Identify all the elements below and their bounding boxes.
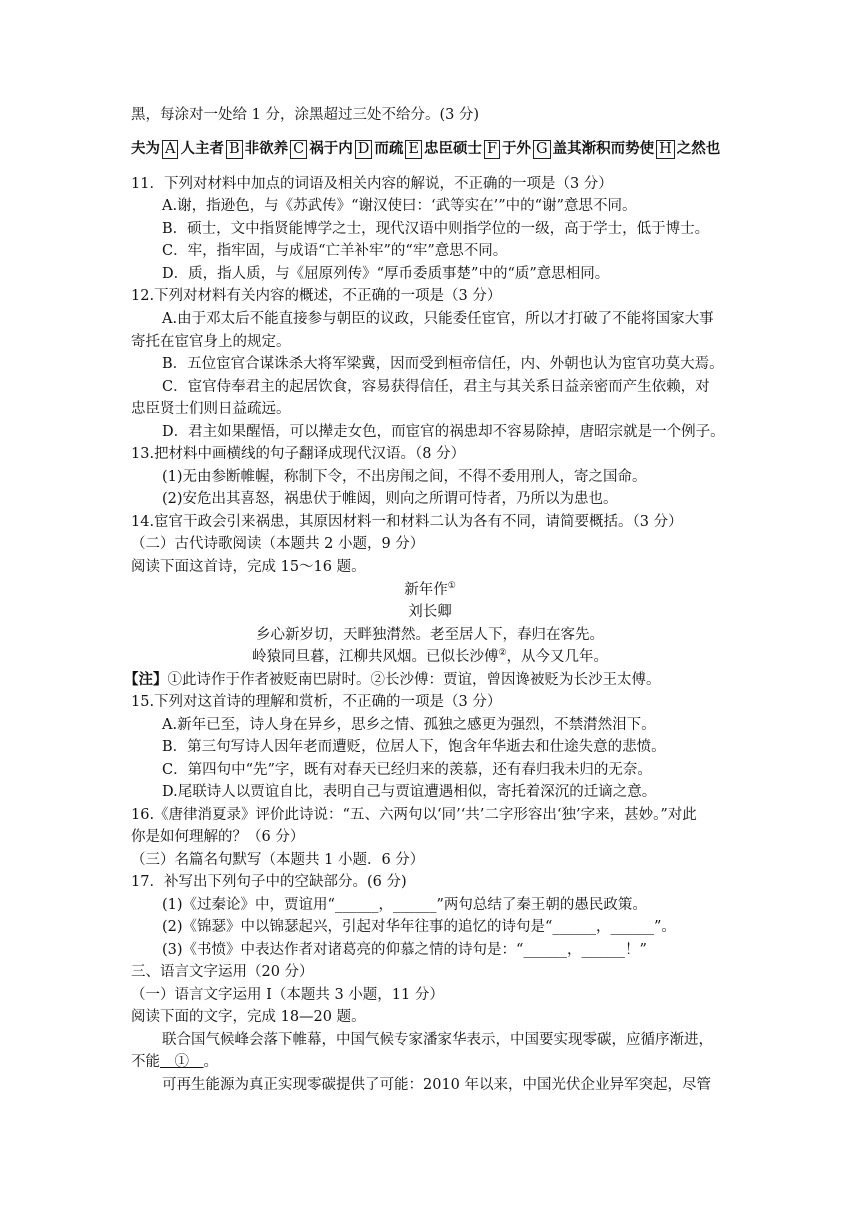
q10-sentence xyxy=(131,139,720,159)
answer-box-c[interactable]: C xyxy=(290,140,307,159)
option-11b: B．硕士，文中指贤能博学之士，现代汉语中则指学位的一级，高于学士，低于博士。 xyxy=(162,221,710,237)
question-17-part2: (2)《锦瑟》中以锦瑟起兴，引起对华年往事的追忆的诗句是“______，______”。 xyxy=(162,919,676,935)
answer-box-d[interactable]: D xyxy=(355,140,373,159)
passage-text: 联合国气候峰会落下帷幕，中国气候专家潘家华表示，中国要实现零碳，应循序渐进， xyxy=(162,1032,713,1048)
poem-line-text: ，从今又几年。 xyxy=(506,649,609,665)
passage-fragment: 。 xyxy=(203,1054,218,1070)
option-15a: A.新年已至，诗人身在异乡，思乡之情、孤独之感更为强烈，不禁潸然泪下。 xyxy=(162,717,656,733)
poem-title-text: 新年作 xyxy=(404,582,448,598)
question-16-cont: 你是如何理解的？（6 分） xyxy=(131,829,305,845)
answer-box-f[interactable]: F xyxy=(484,140,500,159)
passage-text: 可再生能源为真正实现零碳提供了可能：2010 年以来，中国光伏企业异军突起，尽管 xyxy=(162,1077,712,1093)
passage-text xyxy=(131,1052,218,1072)
sentence-fragment: 祸于内 xyxy=(309,140,353,157)
question-14: 14.宦官干政会引来祸患，其原因材料一和材料二认为各有不同，请简要概括。（3 分） xyxy=(131,514,683,530)
text-line: 黑，每涂对一处给 1 分，涂黑超过三处不给分。(3 分) xyxy=(131,107,480,123)
question-11: 11．下列对材料中加点的词语及相关内容的解说，不正确的一项是（3 分） xyxy=(131,176,613,192)
poem-line: 乡心新岁切，天畔独潸然。老至居人下，春归在客先。 xyxy=(256,627,604,643)
poem-author: 刘长卿 xyxy=(408,604,452,620)
option-11d: D．质，指人质，与《屈原列传》“厚币委质事楚”中的“质”意思相同。 xyxy=(162,266,610,282)
poem-line xyxy=(0,647,860,667)
answer-box-e[interactable]: E xyxy=(405,140,422,159)
poem-title xyxy=(0,580,860,600)
sentence-fragment: 忠臣硕士 xyxy=(423,140,482,157)
option-12a-cont: 寄托在宦官身上的规定。 xyxy=(131,334,291,350)
question-13: 13.把材料中画横线的句子翻译成现代汉语。（8 分） xyxy=(131,446,466,462)
option-12c-cont: 忠臣贤士们则日益疏远。 xyxy=(131,401,291,417)
footnote-marker: ② xyxy=(498,648,507,659)
option-12d: D．君主如果醒悟，可以撵走女色，而宦官的祸患却不容易除掉，唐昭宗就是一个例子。 xyxy=(162,424,725,440)
sentence-fragment: 人主者 xyxy=(180,140,224,157)
instruction-text: 阅读下面这首诗，完成 15～16 题。 xyxy=(131,559,366,575)
option-11c: C．牢，指牢固，与成语“亡羊补牢”的“牢”意思不同。 xyxy=(162,243,508,259)
sentence-fragment: 于外 xyxy=(502,140,532,157)
passage-fragment: 不能 xyxy=(131,1054,160,1070)
question-13-part1: (1)无由参断帷幄，称制下令，不出房闱之间，不得不委用刑人，寄之国命。 xyxy=(162,469,647,485)
question-15: 15.下列对这首诗的理解和赏析，不正确的一项是（3 分） xyxy=(131,694,502,710)
note-text: ①此诗作于作者被贬南巴尉时。②长沙傅：贾谊，曾因谗被贬为长沙王太傅。 xyxy=(167,672,661,688)
sentence-fragment: 之然也 xyxy=(676,140,721,157)
footnote-marker: ① xyxy=(447,581,456,592)
section-heading: （二）古代诗歌阅读（本题共 2 小题，9 分） xyxy=(131,536,425,552)
question-17: 17．补写出下列句子中的空缺部分。(6 分) xyxy=(131,874,407,890)
answer-box-a[interactable]: A xyxy=(162,140,178,159)
answer-box-g[interactable]: G xyxy=(533,140,551,159)
note-label: 【注】 xyxy=(124,671,168,688)
question-12: 12.下列对材料有关内容的概述，不正确的一项是（3 分） xyxy=(131,288,502,304)
question-16: 16.《唐律消夏录》评价此诗说：“五、六两句以‘同’‘共’二字形容出‘独’字来，甚妙。”对此 xyxy=(131,807,697,823)
sentence-fragment: 非欲养 xyxy=(244,140,289,157)
option-15b: B．第三句写诗人因年老而遭贬，位居人下，饱含年华逝去和仕途失意的悲愤。 xyxy=(162,739,666,755)
question-17-part3: (3)《书愤》中表达作者对诸葛亮的仰慕之情的诗句是：“______，______！” xyxy=(162,942,647,958)
option-15d: D.尾联诗人以贾谊自比，表明自己与贾谊遭遇相似，寄托着深沉的迁谪之意。 xyxy=(162,784,657,800)
sentence-fragment: 盖其渐积而势使 xyxy=(552,140,655,157)
section-heading: （一）语言文字运用 I（本题共 3 小题，11 分） xyxy=(131,987,444,1003)
question-17-part1: (1)《过秦论》中，贾谊用“______，______”两句总结了秦王朝的愚民政策。 xyxy=(162,897,647,913)
option-12b: B．五位宦官合谋诛杀大将军梁冀，因而受到桓帝信任，内、外朝也认为宦官功莫大焉。 xyxy=(162,356,724,372)
answer-box-h[interactable]: H xyxy=(656,140,675,159)
sentence-fragment: 而疏 xyxy=(374,140,404,157)
sentence-fragment: 夫为 xyxy=(131,140,160,157)
option-15c: C．第四句中“先”字，既有对春天已经归来的羡慕，还有春归我未归的无奈。 xyxy=(162,762,652,778)
option-12a: A.由于邓太后不能直接参与朝臣的议政，只能委任宦官，所以才打破了不能将国家大事 xyxy=(162,311,714,327)
option-11a: A.谢，指逊色，与《苏武传》“谢汉使曰：‘武等实在’”中的“谢”意思不同。 xyxy=(162,198,637,214)
section-heading: （三）名篇名句默写（本题共 1 小题．6 分） xyxy=(131,852,425,868)
instruction-text: 阅读下面的文字，完成 18—20 题。 xyxy=(131,1009,366,1025)
fill-blank[interactable]: ① xyxy=(160,1054,204,1070)
option-12c: C．宦官侍奉君主的起居饮食，容易获得信任，君主与其关系日益亲密而产生依赖，对 xyxy=(162,379,710,395)
question-13-part2: (2)安危出其喜怒，祸患伏于帷闼，则向之所谓可恃者，乃所以为患也。 xyxy=(162,491,618,507)
section-heading: 三、语言文字运用（20 分） xyxy=(131,964,314,980)
poem-line-text: 岭猿同旦暮，江柳共风烟。已似长沙傅 xyxy=(251,649,499,665)
answer-box-b[interactable]: B xyxy=(226,140,243,159)
poem-note xyxy=(124,670,661,690)
